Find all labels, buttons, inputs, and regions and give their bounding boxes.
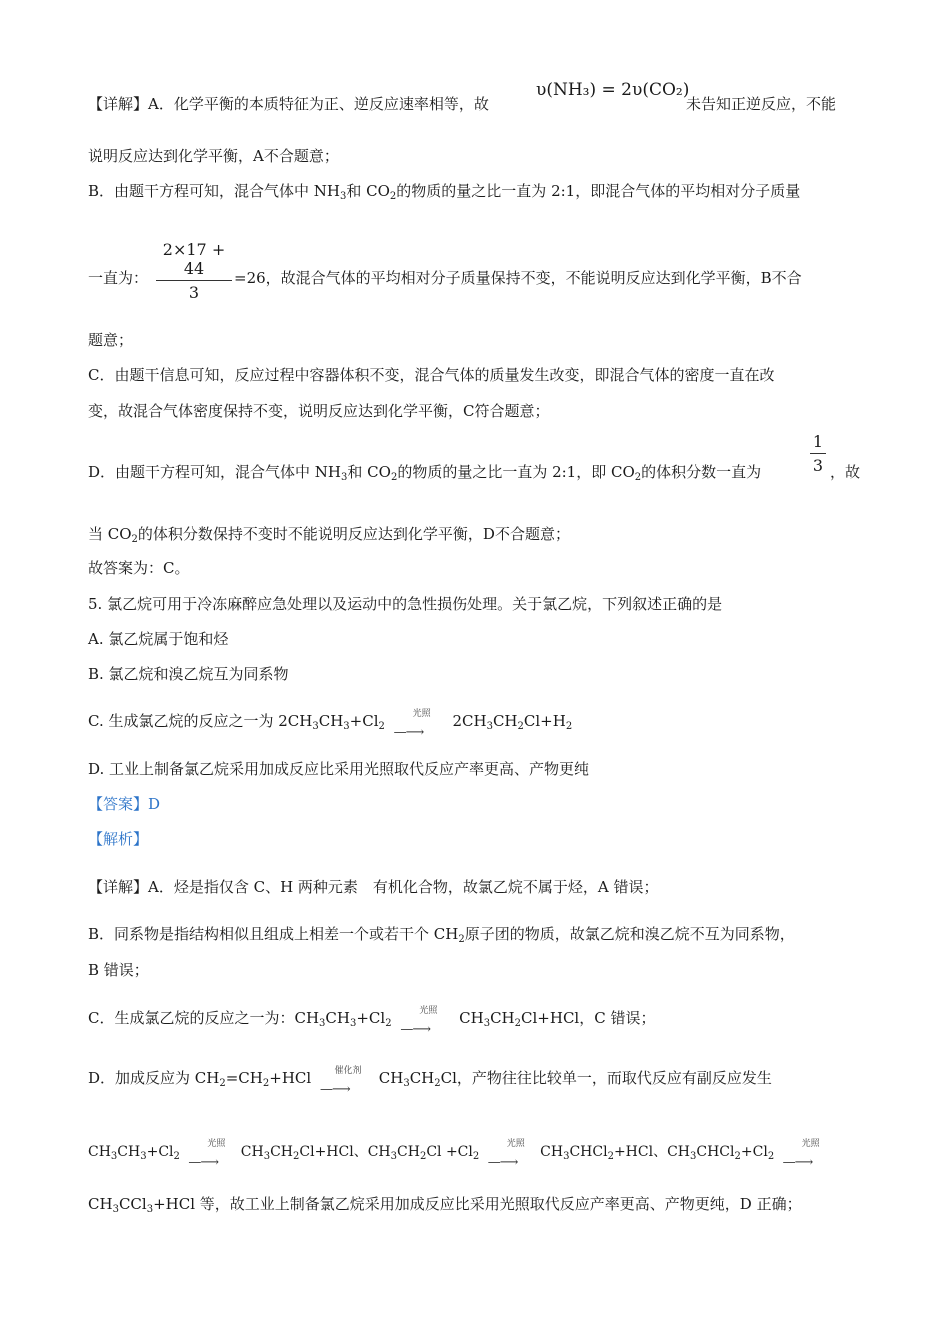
explanation-line-c: C．由题干信息可知，反应过程中容器体积不变，混合气体的质量发生改变，即混合气体的密度一直在改	[88, 366, 775, 384]
option-a: A. 氯乙烷属于饱和烃	[88, 630, 229, 648]
detail-d: D．加成反应为 $CH_2=CH_2+HCl$ 催化剂 —⟶ $CH_3CH_2Cl$，产物往往比较单一，而取代反应有副反应发生	[88, 1066, 772, 1097]
explanation-line-c2: 变，故混合气体密度保持不变，说明反应达到化学平衡，C符合题意；	[88, 402, 550, 420]
answer-label: 【答案】D	[88, 795, 161, 813]
explanation-line-d2: 当 $CO_2$的体积分数保持不变时不能说明反应达到化学平衡，D不合题意；	[88, 525, 570, 545]
rate-equation: υ(NH₃) = 2υ(CO₂)	[536, 80, 690, 100]
reaction-arrow: 光照 —⟶	[400, 1006, 438, 1037]
explanation-line-a-end	[686, 94, 836, 114]
fraction-numerator: 1	[810, 432, 826, 454]
detail-a: 【详解】A．烃是指仅含 C、H 两种元素 有机化合物，故氯乙烷不属于烃，A 错误；	[88, 878, 659, 896]
explanation-line-b2-prefix: 一直为：	[88, 269, 149, 287]
reaction-arrow: 光照 —⟶	[782, 1139, 820, 1170]
explanation-line-d: D．由题干方程可知，混合气体中 $NH_3$和 $CO_2$的物质的量之比一直为 2:1，即 $CO_2$的体积分数一直为	[88, 463, 762, 483]
explanation-line-b3: 题意；	[88, 331, 134, 349]
option-c: C. 生成氯乙烷的反应之一为 $2CH_3CH_3+Cl_2$ 光照 —⟶ $2CH_3CH_2Cl+H_2$	[88, 709, 573, 740]
explanation-line-a	[88, 94, 489, 114]
option-d: D. 工业上制备氯乙烷采用加成反应比采用光照取代反应产率更高、产物更纯	[88, 760, 590, 778]
detail-d3: $CH_3CCl_3+HCl$ 等，故工业上制备氯乙烷采用加成反应比采用光照取代反应产率更高、产物更纯，D 正确；	[88, 1195, 802, 1215]
explanation-line-b: B．由题干方程可知，混合气体中 $NH_3$和 $CO_2$的物质的量之比一直为 2:1，即混合气体的平均相对分子质量	[88, 182, 801, 202]
text: 【详解】A．化学平衡的本质特征为正、逆反应速率相等，故	[88, 95, 489, 113]
explanation-line-a2: 说明反应达到化学平衡，A不合题意；	[88, 147, 339, 165]
reaction-arrow: 光照 —⟶	[393, 709, 431, 740]
question-5-stem: 5. 氯乙烷可用于冷冻麻醉应急处理以及运动中的急性损伤处理。关于氯乙烷，下列叙述正确的是	[88, 595, 723, 613]
volume-fraction	[810, 432, 826, 475]
reaction-arrow: 光照 —⟶	[487, 1139, 525, 1170]
detail-c: C．生成氯乙烷的反应之一为：$CH_3CH_3+Cl_2$ 光照 —⟶ $CH_3CH_2Cl+HCl$，C 错误；	[88, 1006, 656, 1037]
fraction-denominator: 3	[188, 283, 200, 302]
fraction-numerator: 2×17 + 44	[156, 240, 232, 281]
explanation-line-b2: =26，故混合气体的平均相对分子质量保持不变，不能说明反应达到化学平衡，B不合	[234, 269, 802, 287]
analysis-label: 【解析】	[88, 830, 149, 848]
reaction-arrow: 催化剂 —⟶	[319, 1066, 362, 1097]
detail-b: B．同系物是指结构相似且组成上相差一个或若干个 $CH_2$原子团的物质，故氯乙烷和溴乙烷不互为同系物，	[88, 925, 795, 945]
final-answer-line: 故答案为：C。	[88, 559, 190, 577]
text: 未告知正逆反应，不能	[686, 95, 837, 113]
fraction-denominator: 3	[812, 456, 824, 475]
detail-d2-reactions: $CH_3CH_3+Cl_2$ 光照 —⟶ $CH_3CH_2Cl+HCl$、$CH_3CH_2Cl +Cl_2$ 光照 —⟶ $CH_3CHCl_2+HCl$、$CH_3CHCl_2+Cl_2$ 光照 —⟶	[88, 1142, 831, 1162]
reaction-arrow: 光照 —⟶	[188, 1139, 226, 1170]
option-b: B. 氯乙烷和溴乙烷互为同系物	[88, 665, 289, 683]
molar-mass-fraction	[156, 240, 232, 302]
detail-b2: B 错误；	[88, 961, 149, 979]
explanation-line-d-end: ，故	[830, 463, 861, 481]
